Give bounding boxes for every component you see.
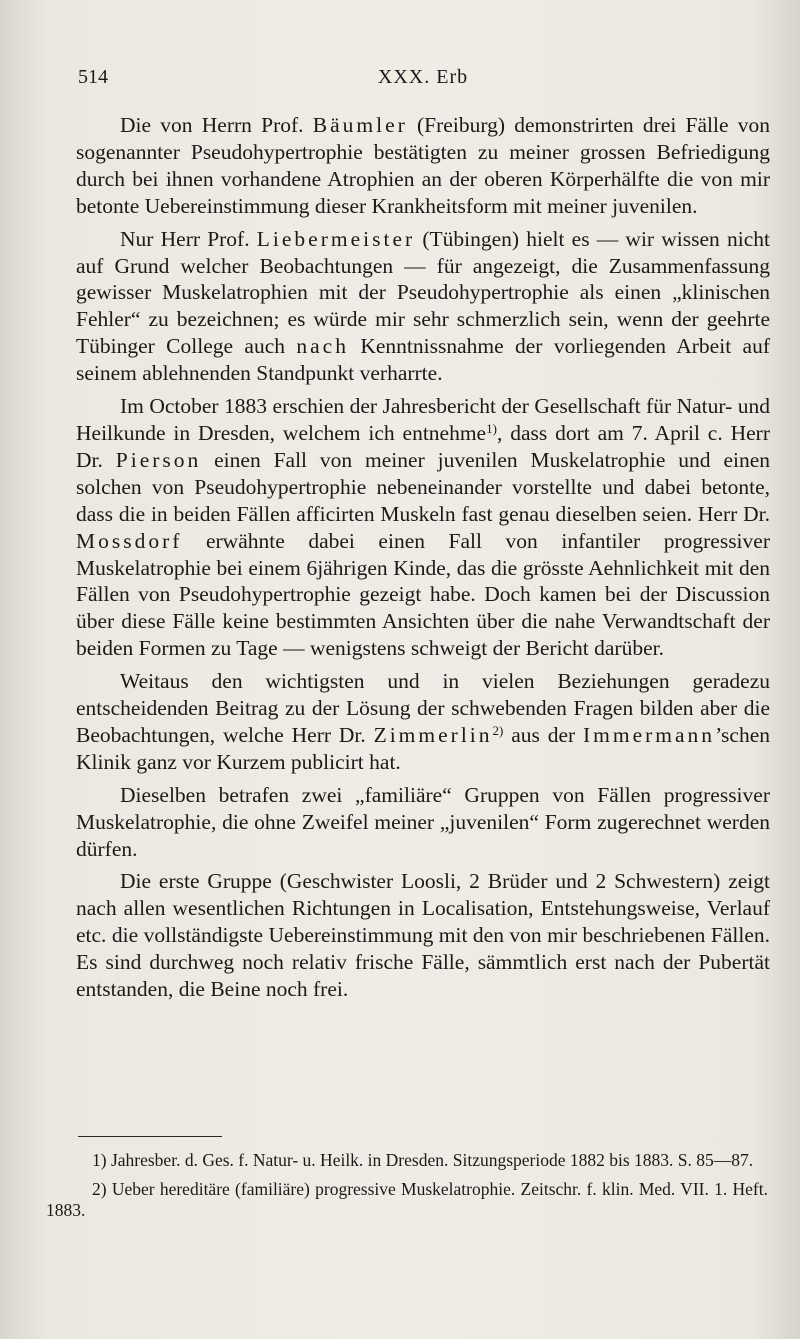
spaced-name: Immermann [582,722,716,747]
text-segment: ’schen Klinik ganz vor Kurzem publicirt hat. [76,722,770,774]
text-segment: einen Fall von meiner juvenilen Muskelatrophie und einen solchen von Pseudohypertrophie nebeneinander vorstellte und dabei betonte, dass die in beiden Fällen afficirten Muskeln fast genau dieselben seien. Herr Dr. [76,447,770,526]
spaced-name: nach [296,334,349,359]
spaced-name: Bäumler [312,113,408,137]
paragraph [76,112,770,220]
footnote-marker: 2) [492,722,504,738]
paragraph [76,668,770,776]
page-header [78,66,768,96]
text-segment: Kenntnissnahme der vorliegenden Arbeit auf seinem ablehnenden Standpunkt verharrte. [76,334,770,386]
footnote: 2) Ueber hereditäre (familiäre) progressive Muskelatrophie. Zeitschr. f. klin. Med. VII. 1. Heft. 1883. [46,1179,768,1220]
text-segment: (Tübingen) hielt es — wir wissen nicht auf Grund welcher Beobachtungen — für angezeigt, die Zusammenfassung gewisser Muskelatrophien mit der Pseudohypertrophie als einen „klinischen Fehler“ zu bezeichnen; es würde mir sehr schmerzlich sein, wenn der geehrte Tübinger College auch [76,226,770,359]
running-head: XXX. Erb [377,66,469,88]
body-text [76,112,770,1009]
paragraph [76,868,770,1003]
text-segment: Dieselben betrafen zwei „familiäre“ Gruppen von Fällen progressiver Muskelatrophie, die ohne Zweifel meiner „juvenilen“ Form zugerechnet werden dürfen. [76,782,770,861]
text-segment: (Freiburg) demonstrirten drei Fälle von sogenannter Pseudohypertrophie bestätigten zu meiner grossen Befriedigung durch bei ihnen vorhandene Atrophien an der oberen Körperhälfte die von mir betonte Uebereinstimmung dieser Krankheitsform mit meiner juvenilen. [76,113,770,218]
text-segment: Die erste Gruppe (Geschwister Loosli, 2 Brüder und 2 Schwestern) zeigt nach allen wesentlichen Richtungen in Localisation, Entstehungsweise, Verlauf etc. die vollständigste Uebereinstimmung mit den von mir beschriebenen Fällen. Es sind durchweg noch relativ frische Fälle, sämmtlich erst nach der Pubertät entstanden, die Beine noch frei. [76,869,770,1002]
spaced-name: Liebermeister [256,226,416,251]
text-segment: erwähnte dabei einen Fall von infantiler progressiver Muskelatrophie bei einem 6jährigen Kinde, das die grösste Aehnlichkeit mit den Fällen von Pseudohypertrophie gezeigt habe. Doch kamen bei der Discussion über diese Fälle keine bestimmten Ansichten über die nahe Verwandtschaft der beiden Formen zu Tage — wenigstens schweigt der Bericht darüber. [76,528,770,661]
text-segment: aus der [503,722,583,747]
text-segment: Weitaus den wichtigsten und in vielen Beziehungen geradezu entscheidenden Beitrag zu der Lösung der schwebenden Fragen bilden aber die Beobachtungen, welche Herr Dr. [76,669,770,747]
footnotes [46,1150,768,1229]
spaced-name: Zimmerlin [373,722,493,747]
spaced-name: Mossdorf [76,528,183,553]
text-segment: Im October 1883 erschien der Jahresbericht der Gesellschaft für Natur- und Heilkunde in Dresden, welchem ich entnehme [76,394,770,445]
footnote-marker: 1) [486,420,497,436]
footnote-rule [78,1136,222,1137]
text-segment: , dass dort am 7. April c. Herr Dr. [76,420,770,472]
text-segment: Nur Herr Prof. [120,226,257,251]
paragraph [76,393,770,662]
page-number: 514 [78,66,108,88]
text-segment: Die von Herrn Prof. [120,113,313,137]
spaced-name: Pierson [115,447,202,472]
footnote: 1) Jahresber. d. Ges. f. Natur- u. Heilk. in Dresden. Sitzungsperiode 1882 bis 1883. S. 85—87. [92,1150,754,1170]
paragraph [76,782,770,863]
paragraph [76,226,770,387]
